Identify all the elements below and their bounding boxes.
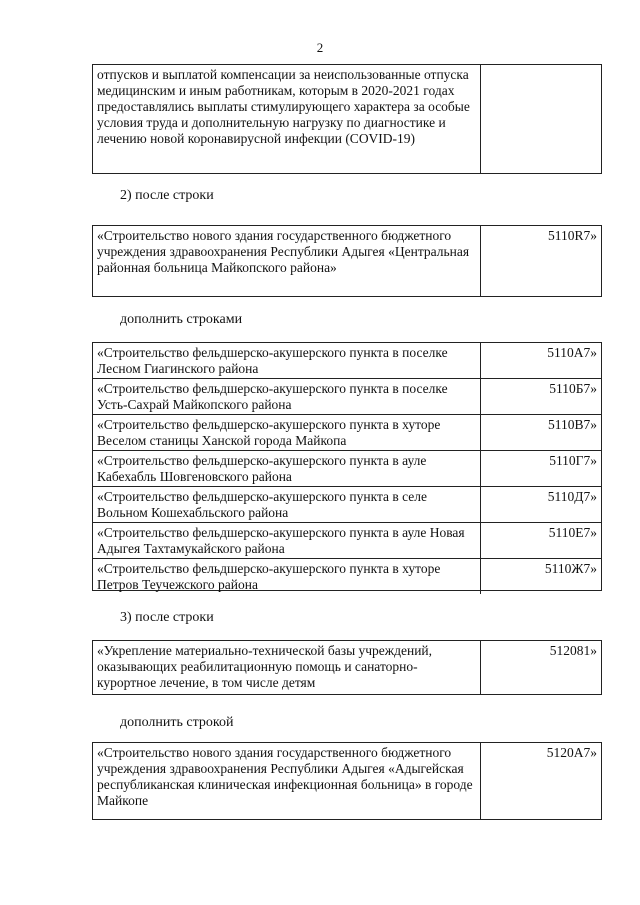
- add-rows-heading: дополнить строками: [120, 312, 243, 327]
- row-text: «Строительство фельдшерско-акушерского пункта в поселке Лесном Гиагинского района: [93, 343, 481, 378]
- row-code: 5110Б7»: [549, 381, 597, 396]
- table-final-code: 5120А7»: [546, 745, 597, 760]
- row-code: 5110Е7»: [548, 525, 597, 540]
- row-code: 5110А7»: [547, 345, 597, 360]
- table-row: [93, 415, 601, 451]
- table-after-item2-text: «Строительство нового здания государственного бюджетного учреждения здравоохранения Республики Адыгея «Центральная районная больница Майкопского района»: [93, 226, 481, 296]
- table-top-text: отпусков и выплатой компенсации за неиспользованные отпуска медицинским и иным работникам, которым в 2020-2021 годах предоставлялись выплаты стимулирующего характера за особые условия труда и дополнительную нагрузку по диагностике и лечению новой коронавирусной инфекции (COVID-19): [93, 65, 481, 173]
- row-text: «Строительство фельдшерско-акушерского пункта в хуторе Веселом станицы Ханской города Майкопа: [93, 415, 481, 450]
- table-row: [93, 343, 601, 379]
- row-text: «Строительство фельдшерско-акушерского пункта в ауле Кабехабль Шовгеновского района: [93, 451, 481, 486]
- table-final-text: «Строительство нового здания государственного бюджетного учреждения здравоохранения Республики Адыгея «Адыгейская республиканская клиническая инфекционная больница» в городе Майкопе: [93, 743, 481, 819]
- item3-heading: 3) после строки: [120, 610, 214, 625]
- row-text: «Строительство фельдшерско-акушерского пункта в хуторе Петров Теучежского района: [93, 559, 481, 594]
- table-row: [93, 379, 601, 415]
- item2-heading: 2) после строки: [120, 188, 214, 203]
- row-code: 5110Г7»: [549, 453, 597, 468]
- table-after-item2-code: 5110R7»: [547, 228, 597, 243]
- table-row: [93, 451, 601, 487]
- row-text: «Строительство фельдшерско-акушерского пункта в ауле Новая Адыгея Тахтамукайского района: [93, 523, 481, 558]
- table-top: [92, 64, 602, 174]
- table-after-item2: [92, 225, 602, 297]
- table-row: [93, 487, 601, 523]
- row-code: 5110Д7»: [547, 489, 597, 504]
- table-after-item3-text: «Укрепление материально-технической базы учреждений, оказывающих реабилитационную помощь и санаторно-курортное лечение, в том числе детям: [93, 641, 481, 694]
- add-row-heading: дополнить строкой: [120, 715, 234, 730]
- table-row: [93, 523, 601, 559]
- table-row: [93, 559, 601, 594]
- row-code: 5110Ж7»: [544, 561, 597, 576]
- row-text: «Строительство фельдшерско-акушерского пункта в селе Вольном Кошехабльского района: [93, 487, 481, 522]
- row-text: «Строительство фельдшерско-акушерского пункта в поселке Усть-Сахрай Майкопского района: [93, 379, 481, 414]
- row-code: 5110В7»: [547, 417, 597, 432]
- table-after-item3: [92, 640, 602, 695]
- added-rows-table: [92, 342, 602, 591]
- table-after-item3-code: 512081»: [549, 643, 597, 658]
- page-number: 2: [316, 40, 324, 55]
- table-final: [92, 742, 602, 820]
- table-top-code: [481, 65, 601, 173]
